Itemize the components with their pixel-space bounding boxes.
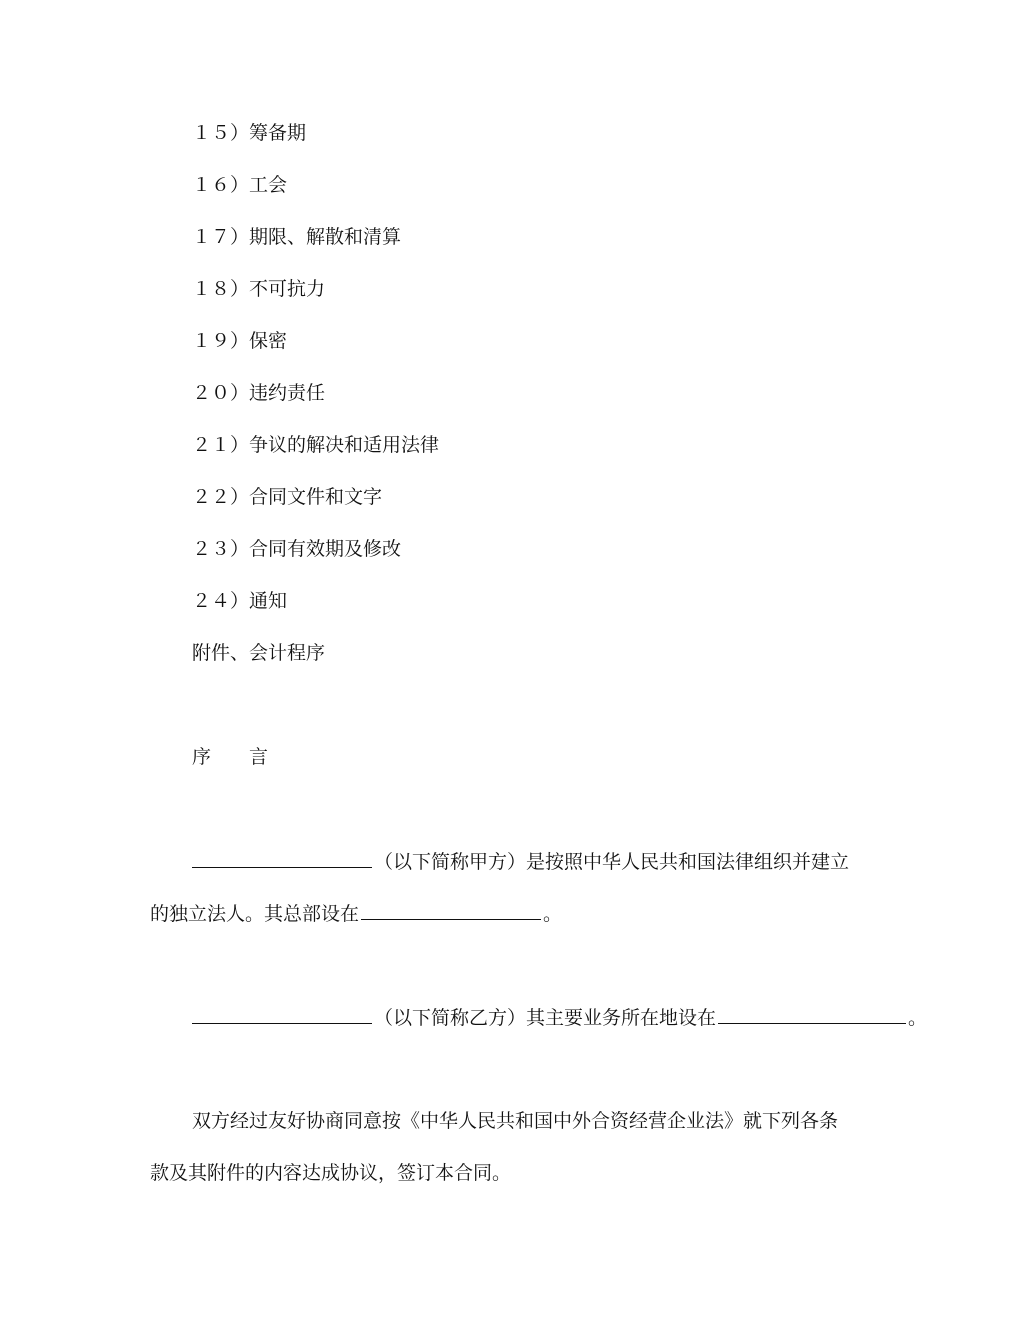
toc-item: １８）不可抗力 (192, 278, 326, 300)
toc-item: １９）保密 (192, 330, 288, 352)
party-b-location-blank (718, 1005, 906, 1024)
party-b-text-1: （以下简称乙方）其主要业务所在地设在 (374, 1007, 717, 1029)
party-a-name-blank (192, 849, 372, 868)
toc-item: ２１）争议的解决和适用法律 (192, 434, 440, 456)
toc-item: ２３）合同有效期及修改 (192, 538, 402, 560)
toc-item: １６）工会 (192, 174, 288, 196)
agreement-line-2: 款及其附件的内容达成协议，签订本合同。 (150, 1162, 512, 1184)
toc-item: ２４）通知 (192, 590, 288, 612)
appendix-item: 附件、会计程序 (192, 642, 326, 664)
party-a-text-1: （以下简称甲方）是按照中华人民共和国法律组织并建立 (374, 851, 850, 873)
party-a-text-2: 的独立法人。其总部设在 (150, 903, 360, 925)
party-b-name-blank (192, 1005, 372, 1024)
party-a-hq-blank (361, 901, 541, 920)
party-b-end: 。 (908, 1007, 928, 1029)
agreement-line-1: 双方经过友好协商同意按《中华人民共和国中外合资经营企业法》就下列各条 (192, 1110, 839, 1132)
toc-item: ２２）合同文件和文字 (192, 486, 383, 508)
party-a-end: 。 (543, 903, 563, 925)
toc-item: ２０）违约责任 (192, 382, 326, 404)
toc-item: １５）筹备期 (192, 122, 307, 144)
preface-title: 序 言 (192, 746, 269, 768)
toc-item: １７）期限、解散和清算 (192, 226, 402, 248)
